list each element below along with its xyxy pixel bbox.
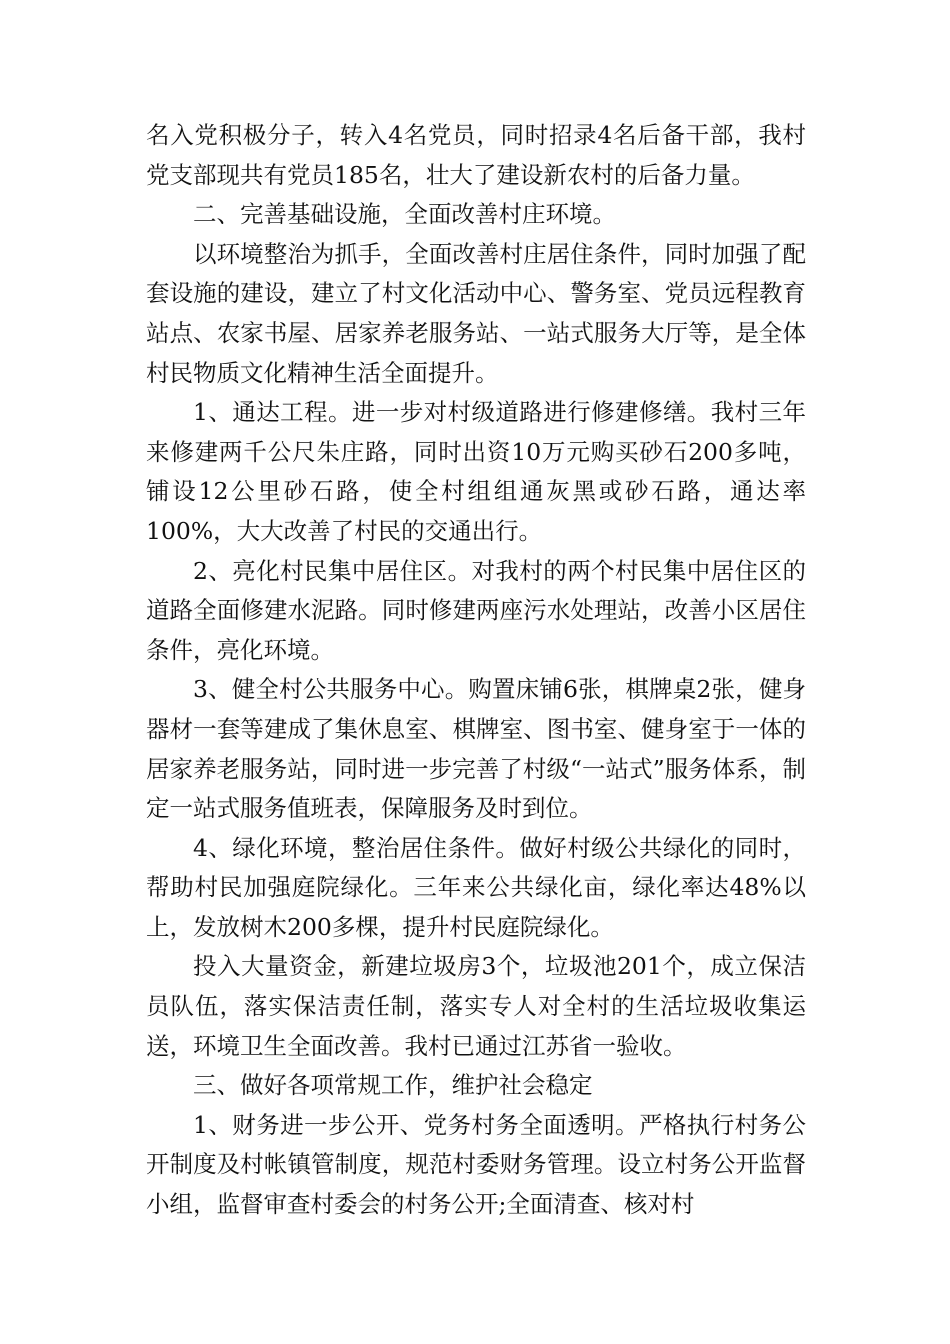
paragraph: 2、亮化村民集中居住区。对我村的两个村民集中居住区的道路全面修建水泥路。同时修建两座污水处理站，改善小区居住条件，亮化环境。: [146, 556, 806, 664]
paragraph: 以环境整治为抓手，全面改善村庄居住条件，同时加强了配套设施的建设，建立了村文化活动中心、警务室、党员远程教育站点、农家书屋、居家养老服务站、一站式服务大厅等，是全体村民物质文化精神生活全面提升。: [146, 239, 806, 387]
paragraph: 1、通达工程。进一步对村级道路进行修建修缮。我村三年来修建两千公尺朱庄路，同时出资10万元购买砂石200多吨，铺设12公里砂石路，使全村组组通灰黑或砂石路，通达率100%，大大改善了村民的交通出行。: [146, 398, 806, 545]
document-body: [146, 116, 806, 1225]
section-heading: 二、完善基础设施，全面改善村庄环境。: [193, 200, 616, 229]
section-heading: 三、做好各项常规工作，维护社会稳定: [193, 1071, 593, 1100]
paragraph: 3、健全村公共服务中心。购置床铺6张，棋牌桌2张，健身器材一套等建成了集休息室、棋牌室、图书室、健身室于一体的居家养老服务站，同时进一步完善了村级“一站式”服务体系，制定一站式服务值班表，保障服务及时到位。: [146, 675, 806, 823]
paragraph: 投入大量资金，新建垃圾房3个，垃圾池201个，成立保洁员队伍，落实保洁责任制，落实专人对全村的生活垃圾收集运送，环境卫生全面改善。我村已通过江苏省一验收。: [146, 952, 806, 1060]
paragraph: 1、财务进一步公开、党务村务全面透明。严格执行村务公开制度及村帐镇管制度，规范村委财务管理。设立村务公开监督小组，监督审查村委会的村务公开;全面清查、核对村: [146, 1110, 806, 1219]
paragraph: 4、绿化环境，整治居住条件。做好村级公共绿化的同时，帮助村民加强庭院绿化。三年来公共绿化亩，绿化率达48%以上，发放树木200多棵，提升村民庭院绿化。: [146, 833, 806, 941]
paragraph: 名入党积极分子，转入4名党员，同时招录4名后备干部，我村党支部现共有党员185名，壮大了建设新农村的后备力量。: [146, 121, 806, 189]
